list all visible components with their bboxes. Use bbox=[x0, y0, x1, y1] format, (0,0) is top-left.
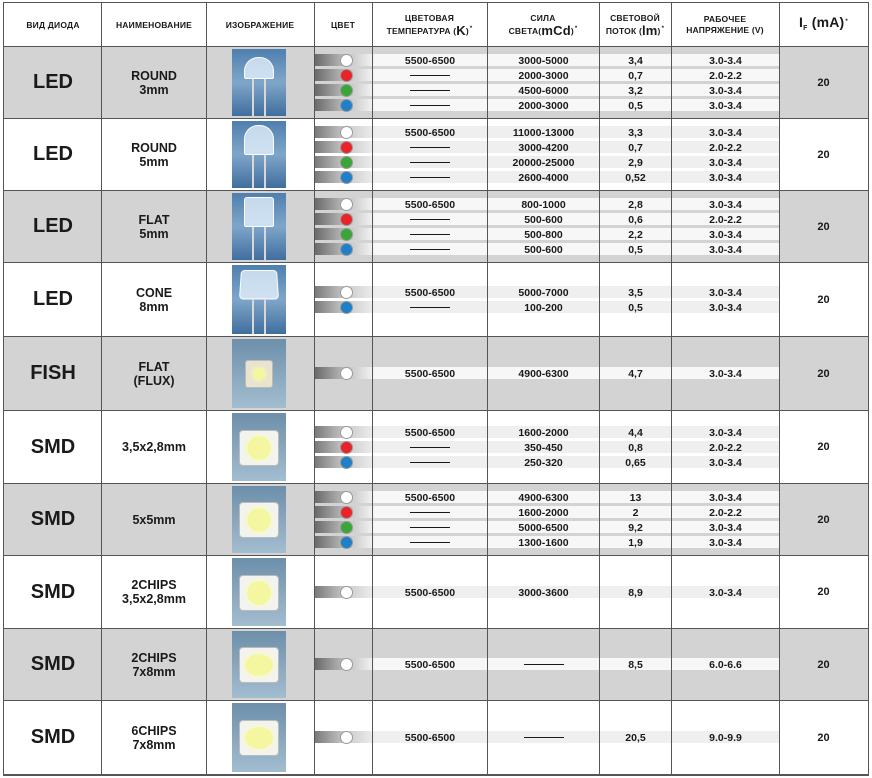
operating-voltage: 2.0-2.2 bbox=[709, 506, 742, 519]
operating-voltage: 9.0-9.9 bbox=[709, 731, 742, 744]
operating-voltage: 3.0-3.4 bbox=[709, 99, 742, 112]
color-white-dot bbox=[340, 286, 353, 299]
luminous-intensity: 4900-6300 bbox=[518, 367, 569, 380]
led-lead bbox=[252, 155, 254, 188]
luminous-flux: 2 bbox=[632, 506, 639, 519]
table-row bbox=[4, 191, 868, 263]
color-blue-dot bbox=[340, 536, 353, 549]
color-white-dot bbox=[340, 126, 353, 139]
smd-chip-shape bbox=[247, 436, 271, 460]
diode-type: LED bbox=[33, 143, 73, 165]
color-temperature: 5500-6500 bbox=[404, 54, 456, 67]
operating-voltage: 3.0-3.4 bbox=[709, 84, 742, 97]
operating-voltage: 3.0-3.4 bbox=[709, 126, 742, 139]
luminous-flux: 0,5 bbox=[628, 243, 643, 256]
color-green-dot bbox=[340, 228, 353, 241]
dash-line bbox=[410, 542, 450, 544]
variant-rows bbox=[315, 47, 779, 119]
variant-rows bbox=[315, 629, 779, 701]
operating-voltage: 3.0-3.4 bbox=[709, 198, 742, 211]
color-temperature: 5500-6500 bbox=[404, 426, 456, 439]
column-divider bbox=[101, 3, 102, 775]
operating-voltage: 3.0-3.4 bbox=[709, 54, 742, 67]
dash-line bbox=[524, 664, 564, 666]
color-red-dot bbox=[340, 506, 353, 519]
color-white-dot bbox=[340, 658, 353, 671]
forward-current: 20 bbox=[817, 367, 830, 380]
led-lens-shape bbox=[244, 57, 274, 79]
table-row bbox=[4, 629, 868, 701]
color-white-dot bbox=[340, 731, 353, 744]
color-temperature-dash bbox=[373, 505, 487, 520]
color-temperature: 5500-6500 bbox=[404, 286, 456, 299]
diode-photo bbox=[232, 49, 286, 116]
column-divider bbox=[314, 3, 315, 775]
operating-voltage: 3.0-3.4 bbox=[709, 171, 742, 184]
forward-current: 20 bbox=[817, 658, 830, 671]
luminous-flux: 0,65 bbox=[625, 456, 646, 469]
variant-rows bbox=[315, 701, 779, 775]
luminous-flux: 3,4 bbox=[628, 54, 643, 67]
color-temperature-dash bbox=[373, 155, 487, 170]
luminous-flux: 0,7 bbox=[628, 141, 643, 154]
table-row bbox=[4, 119, 868, 191]
luminous-intensity: 3000-3600 bbox=[518, 586, 569, 599]
color-temperature-dash bbox=[373, 140, 487, 155]
header-current: $I_F$ (mA)* bbox=[799, 13, 848, 32]
column-divider bbox=[779, 3, 780, 775]
operating-voltage: 3.0-3.4 bbox=[709, 286, 742, 299]
color-temperature: 5500-6500 bbox=[404, 198, 456, 211]
luminous-intensity-dash bbox=[488, 657, 599, 672]
color-white-dot bbox=[340, 367, 353, 380]
diode-type: LED bbox=[33, 71, 73, 93]
forward-current: 20 bbox=[817, 513, 830, 526]
luminous-flux: 9,2 bbox=[628, 521, 643, 534]
table-row bbox=[4, 411, 868, 484]
color-temperature: 5500-6500 bbox=[404, 658, 456, 671]
color-white-dot bbox=[340, 491, 353, 504]
operating-voltage: 2.0-2.2 bbox=[709, 69, 742, 82]
color-temperature-dash bbox=[373, 212, 487, 227]
diode-photo bbox=[232, 265, 286, 334]
dash-line bbox=[410, 219, 450, 221]
luminous-flux: 2,2 bbox=[628, 228, 643, 241]
variant-row bbox=[315, 140, 779, 155]
color-temperature-dash bbox=[373, 83, 487, 98]
led-lead bbox=[264, 79, 266, 116]
led-lead bbox=[252, 227, 254, 260]
dash-line bbox=[410, 75, 450, 77]
led-lens-shape bbox=[244, 197, 274, 227]
diode-type: SMD bbox=[30, 726, 76, 748]
variant-row bbox=[315, 425, 779, 440]
column-divider bbox=[206, 3, 207, 775]
column-divider bbox=[671, 3, 672, 775]
dash-line bbox=[410, 105, 450, 107]
variant-row bbox=[315, 455, 779, 470]
variant-row bbox=[315, 170, 779, 185]
luminous-flux: 0,5 bbox=[628, 99, 643, 112]
table-row bbox=[4, 484, 868, 556]
luminous-intensity-dash bbox=[488, 730, 599, 745]
led-lead bbox=[264, 155, 266, 188]
forward-current: 20 bbox=[817, 586, 830, 598]
operating-voltage: 2.0-2.2 bbox=[709, 213, 742, 226]
color-temperature: 5500-6500 bbox=[404, 126, 456, 139]
luminous-flux: 20,5 bbox=[625, 731, 646, 744]
variant-rows bbox=[315, 337, 779, 411]
color-temperature-dash bbox=[373, 535, 487, 550]
forward-current: 20 bbox=[817, 220, 830, 233]
luminous-flux: 0,8 bbox=[628, 441, 643, 454]
luminous-flux: 3,3 bbox=[628, 126, 643, 139]
variant-row bbox=[315, 490, 779, 505]
color-temperature-dash bbox=[373, 170, 487, 185]
variant-row bbox=[315, 440, 779, 455]
luminous-intensity: 3000-5000 bbox=[518, 54, 569, 67]
dash-line bbox=[410, 462, 450, 464]
color-temperature-dash bbox=[373, 520, 487, 535]
luminous-intensity: 5000-6500 bbox=[518, 521, 569, 534]
dash-line bbox=[410, 447, 450, 449]
luminous-flux: 8,9 bbox=[628, 586, 643, 599]
diode-name: FLAT 5mm bbox=[138, 212, 170, 241]
color-temperature: 5500-6500 bbox=[404, 731, 456, 744]
color-temperature-dash bbox=[373, 440, 487, 455]
color-temperature: 5500-6500 bbox=[404, 491, 456, 504]
dash-line bbox=[410, 162, 450, 164]
led-lead bbox=[264, 299, 266, 334]
diode-photo bbox=[232, 193, 286, 260]
led-spec-table bbox=[3, 2, 869, 776]
smd-chip-shape bbox=[245, 727, 273, 749]
diode-photo bbox=[232, 121, 286, 188]
luminous-flux: 2,8 bbox=[628, 198, 643, 211]
operating-voltage: 2.0-2.2 bbox=[709, 441, 742, 454]
column-divider bbox=[487, 3, 488, 775]
color-blue-dot bbox=[340, 171, 353, 184]
diode-name: CONE 8mm bbox=[135, 285, 173, 314]
forward-current: 20 bbox=[817, 293, 830, 306]
color-white-dot bbox=[340, 198, 353, 211]
variant-row bbox=[315, 242, 779, 257]
smd-chip-shape bbox=[245, 654, 273, 676]
color-blue-dot bbox=[340, 99, 353, 112]
dash-line bbox=[410, 307, 450, 309]
diode-type: LED bbox=[33, 215, 73, 237]
luminous-intensity: 350-450 bbox=[524, 441, 563, 454]
luminous-intensity: 5000-7000 bbox=[518, 286, 569, 299]
operating-voltage: 3.0-3.4 bbox=[709, 243, 742, 256]
luminous-intensity: 100-200 bbox=[524, 301, 563, 314]
variant-row bbox=[315, 300, 779, 315]
variant-row bbox=[315, 730, 779, 745]
header-type: ВИД ДИОДА bbox=[26, 19, 80, 30]
luminous-intensity: 2600-4000 bbox=[518, 171, 569, 184]
color-temperature-dash bbox=[373, 98, 487, 113]
luminous-flux: 1,9 bbox=[628, 536, 643, 549]
header-flux: СВЕТОВОЙ ПОТОК (lm)* bbox=[605, 13, 665, 38]
operating-voltage: 3.0-3.4 bbox=[709, 228, 742, 241]
diode-photo bbox=[232, 703, 286, 772]
diode-type: SMD bbox=[30, 435, 76, 458]
luminous-flux: 4,4 bbox=[628, 426, 643, 439]
diode-photo bbox=[232, 413, 286, 481]
led-lens-shape bbox=[239, 270, 279, 299]
table-row bbox=[4, 556, 868, 629]
variant-row bbox=[315, 520, 779, 535]
diode-name: ROUND 3mm bbox=[131, 68, 177, 97]
diode-name: 2CHIPS 3,5x2,8mm bbox=[122, 578, 186, 606]
operating-voltage: 3.0-3.4 bbox=[709, 456, 742, 469]
operating-voltage: 3.0-3.4 bbox=[709, 586, 742, 599]
variant-row bbox=[315, 366, 779, 381]
diode-type: SMD bbox=[30, 508, 76, 530]
diode-name: ROUND 5mm bbox=[131, 140, 177, 169]
variant-rows bbox=[315, 484, 779, 556]
color-temperature-dash bbox=[373, 455, 487, 470]
variant-row bbox=[315, 285, 779, 300]
header-voltage: РАБОЧЕЕ НАПРЯЖЕНИЕ (V) bbox=[686, 14, 764, 35]
luminous-intensity: 250-320 bbox=[524, 456, 563, 469]
luminous-intensity: 2000-3000 bbox=[518, 99, 569, 112]
table-row bbox=[4, 337, 868, 411]
variant-row bbox=[315, 505, 779, 520]
variant-row bbox=[315, 212, 779, 227]
diode-type: SMD bbox=[30, 580, 76, 603]
luminous-intensity: 500-600 bbox=[524, 213, 563, 226]
variant-row bbox=[315, 197, 779, 212]
color-green-dot bbox=[340, 156, 353, 169]
variant-rows bbox=[315, 119, 779, 191]
luminous-flux: 0,52 bbox=[625, 171, 646, 184]
forward-current: 20 bbox=[817, 731, 830, 744]
diode-name: 2CHIPS 7x8mm bbox=[131, 650, 177, 679]
color-red-dot bbox=[340, 69, 353, 82]
luminous-flux: 0,5 bbox=[628, 301, 643, 314]
variant-row bbox=[315, 53, 779, 68]
luminous-flux: 4,7 bbox=[628, 367, 643, 380]
table-row bbox=[4, 47, 868, 119]
diode-photo bbox=[232, 486, 286, 553]
forward-current: 20 bbox=[817, 76, 830, 89]
variant-row bbox=[315, 98, 779, 113]
luminous-intensity: 1600-2000 bbox=[518, 506, 569, 519]
smd-chip-shape bbox=[247, 581, 271, 605]
luminous-intensity: 2000-3000 bbox=[518, 69, 569, 82]
diode-photo bbox=[232, 631, 286, 698]
color-blue-dot bbox=[340, 456, 353, 469]
color-temperature: 5500-6500 bbox=[404, 367, 456, 380]
header-image: ИЗОБРАЖЕНИЕ bbox=[225, 19, 295, 30]
color-white-dot bbox=[340, 586, 353, 599]
variant-rows bbox=[315, 556, 779, 629]
variant-row bbox=[315, 227, 779, 242]
operating-voltage: 6.0-6.6 bbox=[709, 658, 742, 671]
table-row bbox=[4, 263, 868, 337]
dash-line bbox=[410, 249, 450, 251]
diode-type: SMD bbox=[30, 653, 76, 675]
column-divider bbox=[372, 3, 373, 775]
dash-line bbox=[410, 90, 450, 92]
color-blue-dot bbox=[340, 301, 353, 314]
header-name: НАИМЕНОВАНИЕ bbox=[115, 19, 193, 30]
luminous-flux: 0,7 bbox=[628, 69, 643, 82]
color-green-dot bbox=[340, 521, 353, 534]
forward-current: 20 bbox=[817, 148, 830, 161]
led-lens-shape bbox=[244, 125, 274, 155]
luminous-intensity: 11000-13000 bbox=[512, 126, 575, 139]
column-divider bbox=[599, 3, 600, 775]
table-row bbox=[4, 701, 868, 775]
luminous-intensity: 4900-6300 bbox=[518, 491, 569, 504]
variant-row bbox=[315, 535, 779, 550]
luminous-intensity: 20000-25000 bbox=[512, 156, 575, 169]
operating-voltage: 2.0-2.2 bbox=[709, 141, 742, 154]
operating-voltage: 3.0-3.4 bbox=[709, 367, 742, 380]
color-blue-dot bbox=[340, 243, 353, 256]
luminous-intensity: 1300-1600 bbox=[518, 536, 569, 549]
flux-chip-shape bbox=[253, 368, 265, 380]
luminous-intensity: 800-1000 bbox=[521, 198, 566, 211]
variant-row bbox=[315, 68, 779, 83]
operating-voltage: 3.0-3.4 bbox=[709, 491, 742, 504]
dash-line bbox=[410, 177, 450, 179]
variant-rows bbox=[315, 191, 779, 263]
color-temperature-dash bbox=[373, 68, 487, 83]
variant-row bbox=[315, 125, 779, 140]
dash-line bbox=[410, 527, 450, 529]
luminous-flux: 2,9 bbox=[628, 156, 643, 169]
luminous-flux: 13 bbox=[629, 491, 642, 504]
diode-type: FISH bbox=[30, 362, 76, 384]
header-color: ЦВЕТ bbox=[330, 19, 355, 30]
led-lead bbox=[264, 227, 266, 260]
diode-name: 6CHIPS 7x8mm bbox=[131, 723, 177, 752]
color-temperature: 5500-6500 bbox=[404, 586, 456, 599]
operating-voltage: 3.0-3.4 bbox=[709, 536, 742, 549]
luminous-intensity: 4500-6000 bbox=[518, 84, 569, 97]
diode-name: FLAT (FLUX) bbox=[133, 359, 175, 388]
dash-line bbox=[524, 737, 564, 739]
header-temperature: ЦВЕТОВАЯ ТЕМПЕРАТУРА (K)* bbox=[386, 13, 473, 38]
color-white-dot bbox=[340, 426, 353, 439]
diode-photo bbox=[232, 339, 286, 408]
operating-voltage: 3.0-3.4 bbox=[709, 156, 742, 169]
color-green-dot bbox=[340, 84, 353, 97]
luminous-intensity: 1600-2000 bbox=[518, 426, 569, 439]
variant-row bbox=[315, 657, 779, 672]
luminous-flux: 3,2 bbox=[628, 84, 643, 97]
diode-name: 3,5x2,8mm bbox=[122, 440, 186, 454]
dash-line bbox=[410, 234, 450, 236]
variant-row bbox=[315, 155, 779, 170]
diode-photo bbox=[232, 558, 286, 626]
led-lead bbox=[252, 79, 254, 116]
color-temperature-dash bbox=[373, 227, 487, 242]
color-white-dot bbox=[340, 54, 353, 67]
dash-line bbox=[410, 147, 450, 149]
color-red-dot bbox=[340, 441, 353, 454]
variant-rows bbox=[315, 263, 779, 337]
variant-row bbox=[315, 585, 779, 600]
smd-chip-shape bbox=[247, 508, 271, 532]
variant-rows bbox=[315, 411, 779, 484]
forward-current: 20 bbox=[817, 441, 830, 453]
luminous-flux: 8,5 bbox=[628, 658, 643, 671]
color-red-dot bbox=[340, 213, 353, 226]
dash-line bbox=[410, 512, 450, 514]
header-intensity: СИЛА СВЕТА(mCd)* bbox=[508, 13, 578, 38]
luminous-intensity: 500-800 bbox=[524, 228, 563, 241]
luminous-flux: 3,5 bbox=[628, 286, 643, 299]
luminous-intensity: 500-600 bbox=[524, 243, 563, 256]
variant-row bbox=[315, 83, 779, 98]
operating-voltage: 3.0-3.4 bbox=[709, 426, 742, 439]
diode-name: 5x5mm bbox=[132, 512, 176, 527]
color-temperature-dash bbox=[373, 242, 487, 257]
diode-type: LED bbox=[33, 288, 73, 310]
color-temperature-dash bbox=[373, 300, 487, 315]
color-red-dot bbox=[340, 141, 353, 154]
operating-voltage: 3.0-3.4 bbox=[709, 521, 742, 534]
led-lead bbox=[252, 299, 254, 334]
luminous-flux: 0,6 bbox=[628, 213, 643, 226]
table-header bbox=[4, 3, 868, 47]
operating-voltage: 3.0-3.4 bbox=[709, 301, 742, 314]
luminous-intensity: 3000-4200 bbox=[518, 141, 569, 154]
